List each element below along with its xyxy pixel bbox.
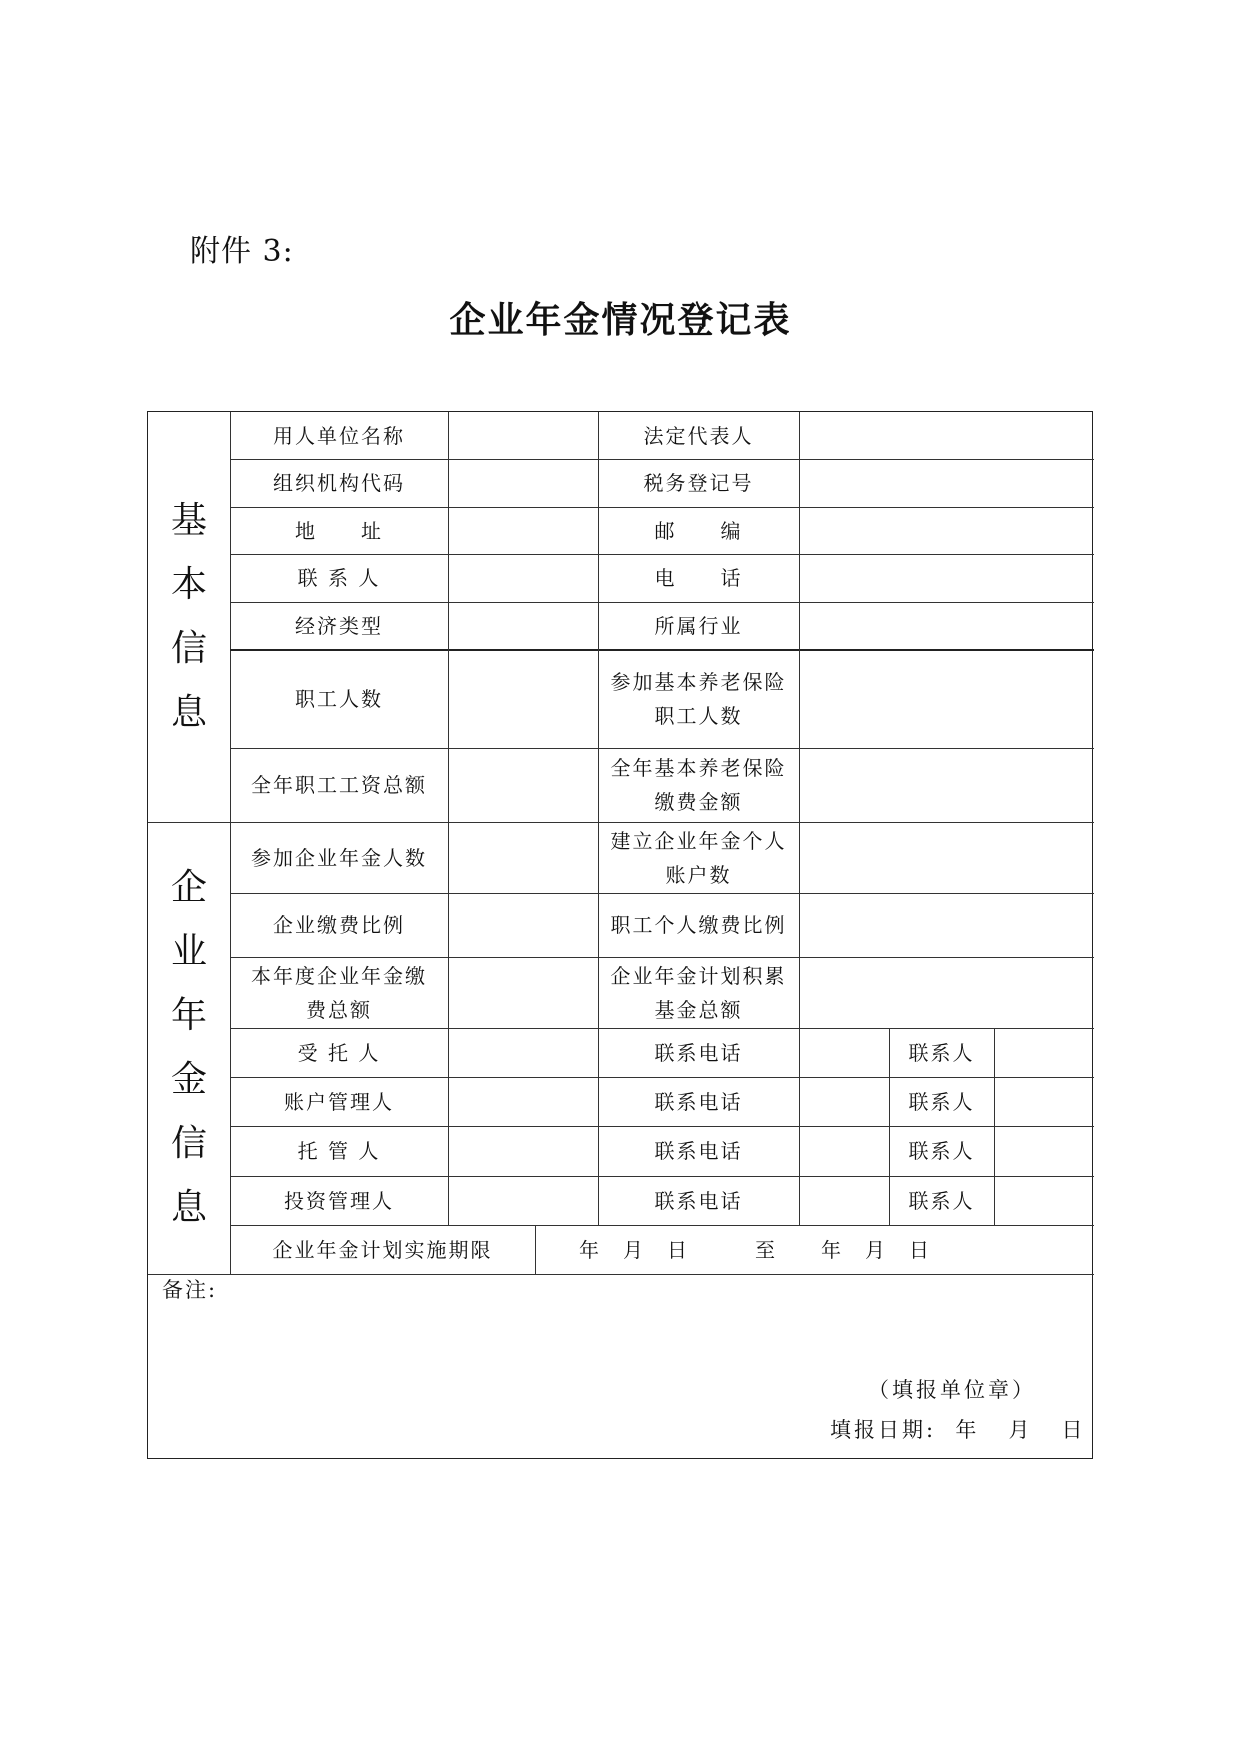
field-label-investment-manager-phone: 联系电话 — [654, 1188, 743, 1213]
grid-line — [994, 1028, 995, 1225]
remarks-label: 备注: — [162, 1278, 218, 1302]
section-label-char: 企 — [170, 867, 207, 908]
field-label-plan-period: 企业年金计划实施期限 — [272, 1237, 493, 1262]
section-label-char: 信 — [170, 628, 207, 669]
section-label-char: 业 — [170, 931, 207, 972]
section-label-char: 基 — [170, 500, 207, 541]
field-label-annual-wages: 全年职工工资总额 — [251, 773, 427, 797]
field-label-legal-rep: 法定代表人 — [643, 423, 754, 448]
field-label-annual-annuity-total: 本年度企业年金缴 费总额 — [251, 963, 427, 1022]
field-label-trustee-contact: 联系人 — [908, 1040, 975, 1065]
field-label-trustee-phone: 联系电话 — [654, 1040, 743, 1065]
fill-date-label: 填报日期: 年 月 日 — [830, 1418, 1086, 1442]
plan-period-dates: 年 月 日 至 年 月 日 — [579, 1237, 931, 1262]
field-label-trustee: 受 托 人 — [297, 1040, 381, 1065]
field-label-investment-manager-contact: 联系人 — [908, 1188, 975, 1213]
field-label-employer-name: 用人单位名称 — [273, 423, 405, 448]
section-label-char: 息 — [170, 692, 207, 733]
field-label-postcode: 邮 编 — [654, 518, 743, 543]
grid-line — [448, 412, 449, 1225]
section-label-char: 金 — [170, 1059, 207, 1100]
field-label-employer-rate: 企业缴费比例 — [273, 913, 405, 937]
field-label-custodian-phone: 联系电话 — [654, 1139, 743, 1163]
field-label-pension-contribution: 全年基本养老保险 缴费金额 — [610, 756, 787, 814]
field-label-custodian-contact: 联系人 — [908, 1139, 975, 1163]
field-label-pension-insured-count: 参加基本养老保险 职工人数 — [610, 669, 787, 728]
field-label-economic-type: 经济类型 — [295, 613, 383, 638]
section-label-char: 息 — [170, 1187, 207, 1228]
field-label-phone: 电 话 — [654, 566, 743, 590]
form-title: 企业年金情况登记表 — [449, 300, 792, 341]
field-label-account-manager-phone: 联系电话 — [654, 1089, 743, 1114]
section-label-char: 信 — [170, 1123, 207, 1164]
field-label-contact: 联 系 人 — [297, 566, 381, 590]
field-label-custodian: 托 管 人 — [297, 1139, 381, 1163]
registration-form — [147, 411, 1093, 1459]
field-label-employee-count: 职工人数 — [295, 686, 383, 711]
field-label-accumulated-fund: 企业年金计划积累 基金总额 — [610, 963, 787, 1022]
grid-line — [799, 412, 800, 1225]
section-label-basic — [148, 412, 230, 822]
section-label-char: 年 — [170, 995, 207, 1036]
field-label-annuity-participants: 参加企业年金人数 — [251, 845, 427, 870]
field-label-address: 地 址 — [295, 518, 383, 543]
field-label-account-manager-contact: 联系人 — [908, 1089, 975, 1114]
field-label-tax-id: 税务登记号 — [643, 471, 754, 495]
field-label-industry: 所属行业 — [654, 613, 743, 638]
field-label-account-manager: 账户管理人 — [284, 1089, 394, 1114]
section-label-annuity — [148, 822, 230, 1274]
section-label-char: 本 — [170, 564, 207, 605]
field-label-annuity-accounts: 建立企业年金个人 账户数 — [610, 828, 787, 887]
field-label-employee-rate: 职工个人缴费比例 — [610, 913, 787, 937]
grid-line — [148, 1274, 1094, 1275]
attachment-label: 附件 3: — [190, 234, 294, 269]
field-label-investment-manager: 投资管理人 — [284, 1188, 394, 1213]
field-label-org-code: 组织机构代码 — [273, 471, 405, 495]
unit-stamp-label: （填报单位章） — [868, 1378, 1036, 1402]
